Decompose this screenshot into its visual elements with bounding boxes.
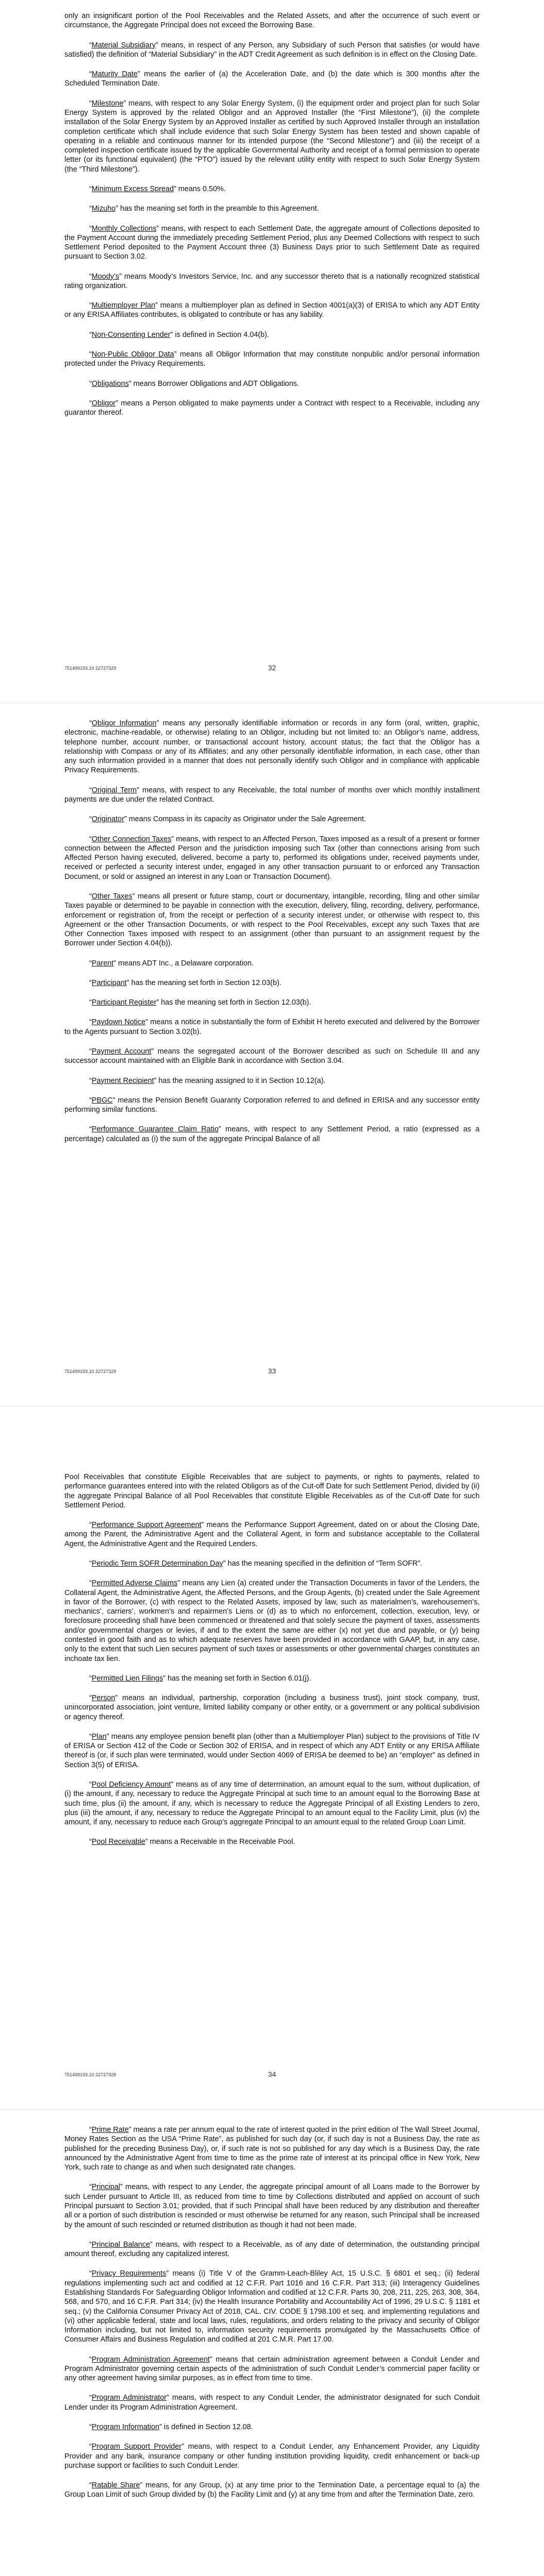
defined-term: Program Information (91, 2423, 159, 2432)
definition-paragraph: “Maturity Date” means the earlier of (a) the Acceleration Date, and (b) the date which is 300 months after the Scheduled Termination Date. (64, 70, 480, 88)
defined-term: Participant Register (91, 998, 157, 1007)
definition-text: ” means the Pension Benefit Guaranty Corporation referred to and defined in ERISA and any successor entity performing similar functions. (64, 1096, 480, 1114)
definition-paragraph: “Program Administrator” means, with respect to any Conduit Lender, the administrator designated for such Conduit Lender under its Program Administration Agreement. (64, 2394, 480, 2412)
definition-text: ” means Compass in its capacity as Originator under the Sale Agreement. (124, 815, 366, 824)
definition-paragraph: “Performance Support Agreement” means the Performance Support Agreement, dated on or about the Closing Date, among the Parent, the Administrative Agent and the Collateral Agent, in form and substance acceptable to the Collateral Agent, the Administrative Agent and the Required Lenders. (64, 1521, 480, 1548)
page-number: 32 (268, 664, 276, 672)
definition-paragraph: “Paydown Notice” means a notice in substantially the form of Exhibit H hereto executed and delivered by the Borrower to the Agents pursuant to Section 3.02(b). (64, 1018, 480, 1036)
defined-term: Milestone (91, 99, 124, 108)
defined-term: Prime Rate (91, 2126, 129, 2134)
definition-paragraph (64, 1472, 480, 1510)
defined-term: Minimum Excess Spread (91, 184, 174, 193)
defined-term: PBGC (91, 1096, 113, 1105)
definition-paragraph: “Minimum Excess Spread” means 0.50%. (89, 184, 226, 193)
definition-paragraph: “Obligor” means a Person obligated to make payments under a Contract with respect to a Receivable, including any guarantor thereof. (64, 399, 480, 417)
definition-paragraph: “Parent” means ADT Inc., a Delaware corporation. (89, 959, 254, 968)
definition-paragraph: “Payment Account” means the segregated account of the Borrower described as such on Schedule III and any successor account maintained with an Eligible Bank in accordance with Section 3.04. (64, 1047, 480, 1065)
definition-text: ” means a Person obligated to make payments under a Contract with respect to a Receivable, including any guarantor thereof. (64, 399, 480, 417)
definition-text: ” means Borrower Obligations and ADT Obligations. (128, 379, 299, 388)
defined-term: Participant (91, 978, 127, 987)
defined-term: Other Taxes (91, 892, 133, 901)
page-footer (64, 664, 480, 674)
defined-term: Mizuho (91, 205, 116, 213)
page-number: 33 (268, 1367, 276, 1375)
definition-paragraph: “Material Subsidiary” means, in respect of any Person, any Subsidiary of such Person that satisfies (or would have satisfied) the definition of “Material Subsidiary” in the ADT Credit Agreement as such definition is in effect on the Closing Date. (64, 41, 480, 59)
defined-term: Permitted Lien Filings (91, 1674, 163, 1683)
defined-term: Paydown Notice (91, 1018, 146, 1027)
page-number: 34 (268, 2070, 276, 2078)
definition-paragraph: “PBGC” means the Pension Benefit Guaranty Corporation referred to and defined in ERISA and any successor entity performing similar functions. (64, 1096, 480, 1114)
definition-text: ” means ADT Inc., a Delaware corporation. (113, 959, 254, 968)
definition-text: ” has the meaning set forth in Section 6.01(j). (163, 1674, 311, 1683)
definition-paragraph: “Program Information” is defined in Section 12.08. (89, 2423, 253, 2432)
definition-text: ” means, with respect to a Conduit Lender, any Enhancement Provider, any Liquidity Provider and any bank, insurance company or other funding institution providing liquidity, credit enhancement or back-up purchase support or facilities to such Conduit Lender. (64, 2443, 480, 2470)
defined-term: Principal Balance (91, 2240, 150, 2249)
definition-paragraph: “Obligations” means Borrower Obligations and ADT Obligations. (89, 379, 299, 388)
definition-text: ” means, with respect to any Receivable, the total number of months over which monthly installment payments are due under the related Contract. (64, 786, 480, 804)
defined-term: Performance Guarantee Claim Ratio (91, 1125, 219, 1134)
defined-term: Original Term (91, 786, 137, 794)
definition-paragraph: “Moody’s” means Moody’s Investors Service, Inc. and any successor thereto that is a nationally recognized statistical rating organization. (64, 272, 480, 290)
definition-text: ” is defined in Section 4.04(b). (170, 330, 269, 339)
defined-term: Periodic Term SOFR Determination Day (91, 1559, 223, 1568)
definition-text: ” means that certain administration agreement between a Conduit Lender and Program Administrator governing certain aspects of the administration of such Conduit Lender’s commercial paper facility or any other agreement having similar purposes, as in effect from time to time. (64, 2355, 480, 2383)
defined-term: Maturity Date (91, 70, 138, 79)
definition-paragraph: “Other Connection Taxes” means, with respect to an Affected Person, Taxes imposed as a result of a present or former connection between the Affected Person and the jurisdiction imposing such Tax (other than connections arising from such Affected Person having executed, delivered, become a party to, performed its obligations under, received payments under, received or perfected a security interest under, engaged in any other transaction pursuant to or enforced any Transaction Document, or sold or assigned an interest in any Loan or Transaction Document). (64, 835, 480, 881)
defined-term: Payment Account (91, 1047, 152, 1056)
definition-text: ” means the segregated account of the Borrower described as such on Schedule III and any successor account maintained with an Eligible Bank in accordance with Section 3.04. (64, 1047, 480, 1065)
defined-term: Plan (91, 1732, 107, 1741)
document-page (0, 703, 544, 1406)
defined-term: Permitted Adverse Claims (91, 1579, 178, 1588)
definition-paragraph: “Monthly Collections” means, with respect to each Settlement Date, the aggregate amount of Collections deposited to the Payment Account during the immediately preceding Settlement Period, plus any Deemed Collections with respect to such Settlement Period deposited to the Payment Account three (3) Business Days prior to such Settlement Date as required pursuant to Section 3.02. (64, 224, 480, 261)
definition-paragraph: “Person” means an individual, partnership, corporation (including a business trust), joint stock company, trust, unincorporated association, joint venture, limited liability company or other entity, or a government or any political subdivision or agency thereof. (64, 1694, 480, 1721)
defined-term: Principal (91, 2183, 120, 2192)
definition-text: ” means 0.50%. (173, 184, 226, 193)
defined-term: Monthly Collections (91, 224, 157, 233)
document-page (0, 2110, 544, 2576)
definition-text: ” means any employee pension benefit plan (other than a Multiemployer Plan) subject to the provisions of Title IV of ERISA or Section 412 of the Code or Section 302 of ERISA, and in respect of which any ADT Entity or any ERISA Affiliate thereof is (or, if such plan were terminated, would under Section 4069 of ERISA be deemed to be) an “employer” as defined in Section 3(5) of ERISA. (64, 1732, 480, 1769)
defined-term: Non-Public Obligor Data (91, 350, 174, 359)
defined-term: Non-Consenting Lender (91, 330, 171, 339)
definition-text: ” has the meaning set forth in Section 12.03(b). (126, 978, 282, 987)
defined-term: Multiemployer Plan (91, 301, 156, 310)
definition-text: ” means, with respect to any Conduit Lender, the administrator designated for such Conduit Lender under its Program Administration Agreement. (64, 2394, 480, 2412)
definition-paragraph (64, 11, 480, 30)
definition-paragraph: “Pool Deficiency Amount” means as of any time of determination, an amount equal to the sum, without duplication, of (i) the amount, if any, necessary to reduce the Aggregate Principal at such time to an amount equal to the Borrowing Base at such time, plus (ii) the amount, if any, which is necessary to reduce the Aggregate Principal of all Existing Lenders to zero, plus (iii) the amount, if any, necessary to reduce the Aggregate Principal to an amount equal to the Facility Limit, plus (iv) the amount, if any, necessary to reduce each Group’s aggregate Principal to an amount equal to the related Group Loan Limit. (64, 1781, 480, 1827)
defined-term: Program Administrator (91, 2394, 167, 2402)
defined-term: Ratable Share (91, 2481, 140, 2490)
definition-paragraph: “Permitted Lien Filings” has the meaning set forth in Section 6.01(j). (89, 1674, 311, 1683)
defined-term: Pool Receivable (91, 1838, 145, 1846)
document-page (0, 0, 544, 703)
definition-paragraph: “Participant” has the meaning set forth in Section 12.03(b). (89, 978, 282, 987)
definition-paragraph: “Original Term” means, with respect to any Receivable, the total number of months over which monthly installment payments are due under the related Contract. (64, 786, 480, 804)
definition-paragraph: “Privacy Requirements” means (i) Title V of the Gramm-Leach-Bliley Act, 15 U.S.C. § 6801 et seq.; (ii) federal regulations implementing such act and codified at 12 C.F.R. Part 1016 and 16 C.F.R. Part 313; (iii) Interagency Guidelines Establishing Standards For Safeguarding Obligor Information and codified at 12 C.F.R. Parts 30, 208, 211, 225, 263, 308, 364, 568, and 570, and 16 C.F.R. Part 314; (iv) the Health Insurance Portability and Accountability Act of 1996, 29 U.S.C. § 1181 et seq.; (v) the California Consumer Privacy Act of 2018, CAL. CIV. CODE § 1798.100 et seq. and implementing regulations and (vi) other applicable federal, state and local laws, rules, regulations, and orders relating to the privacy and security of Obligor Information including, but not limited to, information security requirements promulgated by the Massachusetts Office of Consumer Affairs and Business Regulation and codified at 201 C.M.R. Part 17.00. (64, 2269, 480, 2344)
definition-paragraph: “Payment Recipient” has the meaning assigned to it in Section 10.12(a). (89, 1076, 326, 1085)
definition-text: ” means the earlier of (a) the Acceleration Date, and (b) the date which is 300 months after the Scheduled Termination Date. (64, 70, 480, 88)
defined-term: Obligor Information (91, 719, 157, 727)
defined-term: Obligor (91, 399, 116, 408)
definition-paragraph: “Non-Consenting Lender” is defined in Section 4.04(b). (89, 330, 269, 339)
definition-text: ” means any personally identifiable information or records in any form (oral, written, graphic, electronic, machine-readable, or otherwise) relating to an Obligor, including but not limited to: an Obligor’s name, address, telephone number, account number, or transactional account history, account status; the fact that the Obligor has a relationship with Compass or any of its Affiliates; and any other personally identifiable information, in each case, other than any such information provided in a manner that does not personally identify such Obligor and in compliance with applicable Privacy Requirements. (64, 719, 480, 775)
document-id: 751499193.10 22727329 (64, 1369, 117, 1374)
definition-text: ” means a Receivable in the Receivable Pool. (145, 1838, 295, 1846)
definition-paragraph: “Prime Rate” means a rate per annum equal to the rate of interest quoted in the print edition of The Wall Street Journal, Money Rates Section as the USA “Prime Rate”, as published for such day (or, if such day is not a Business Day, the rate as published for the preceding Business Day), or, if such rate is not so published for any day which is a Business Day, the rate announced by the Administrative Agent from time to time as the prime rate of interest at its principal office in New York, New York, such rate to change as and when such designated rate changes. (64, 2126, 480, 2172)
definition-paragraph: “Permitted Adverse Claims” means any Lien (a) created under the Transaction Documents in favor of the Lenders, the Collateral Agent, the Administrative Agent, the Affected Persons, and the Group Agents, (b) created under the Sale Agreement in favor of the Borrower, (c) with respect to the Related Assets, imposed by law, such as materialmen’s, warehousemen’s, mechanics’, carriers’, workmen’s and repairmen’s Liens or (d) as to which no enforcement, collection, execution, levy, or foreclosure proceeding shall have been commenced or threatened and that solely secure the payment of taxes, assessments and/or governmental charges or levies, if and to the extent the same are either (x) not yet due and payable, or (y) being contested in good faith and as to which adequate reserves have been provided in accordance with GAAP, but, in any case, only to the extent that such Lien secures payment of such taxes or assessments or other governmental charges constitutes an inchoate tax lien. (64, 1579, 480, 1663)
definition-text: ” means any Lien (a) created under the Transaction Documents in favor of the Lenders, the Collateral Agent, the Administrative Agent, the Affected Persons, and the Group Agents, (b) created under the Sale Agreement in favor of the Borrower, (c) with respect to the Related Assets, imposed by law, such as materialmen’s, warehousemen’s, mechanics’, carriers’, workmen’s and repairmen’s Liens or (d) as to which no enforcement, collection, execution, levy, or foreclosure proceeding shall have been commenced or threatened and that solely secure the payment of taxes, assessments and/or governmental charges or levies, if and to the extent the same are either (x) not yet due and payable, or (y) being contested in good faith and as to which adequate reserves have been provided in accordance with GAAP, but, in any case, only to the extent that such Lien secures payment of such taxes or assessments or other governmental charges constitutes an inchoate tax lien. (64, 1579, 480, 1663)
definition-text: ” means all Obligor Information that may constitute nonpublic and/or personal information protected under the Privacy Requirements. (64, 350, 480, 368)
defined-term: Obligations (91, 379, 129, 388)
definition-paragraph: “Performance Guarantee Claim Ratio” means, with respect to any Settlement Period, a ratio (expressed as a percentage) calculated as (i) the sum of the aggregate Principal Balance of all (64, 1125, 480, 1143)
definition-text: ” means, with respect to each Settlement Date, the aggregate amount of Collections deposited to the Payment Account during the immediately preceding Settlement Period, plus any Deemed Collections with respect to such Settlement Period deposited to the Payment Account three (3) Business Days prior to such Settlement Date as required pursuant to Section 3.02. (64, 224, 480, 261)
definition-paragraph: “Participant Register” has the meaning set forth in Section 12.03(b). (89, 998, 311, 1007)
definition-text: ” is defined in Section 12.08. (159, 2423, 253, 2432)
definition-paragraph: “Other Taxes” means all present or future stamp, court or documentary, intangible, recording, filing and other similar Taxes payable or determined to be payable in connection with the execution, delivery, filing, recording, delivery, performance, enforcement or registration of, from the receipt or perfection of a security interest under, or otherwise with respect to, this Agreement or the other Transaction Documents, or with respect to the Pool Receivables, except any such Taxes that are Other Connection Taxes imposed with respect to an assignment (other than pursuant to an assignment request by the Borrower under Section 4.04(b)). (64, 892, 480, 948)
definition-text: ” has the meaning specified in the definition of “Term SOFR”. (223, 1559, 422, 1568)
defined-term: Pool Deficiency Amount (91, 1781, 171, 1789)
defined-term: Person (91, 1694, 116, 1703)
definition-text: ” has the meaning assigned to it in Section 10.12(a). (154, 1076, 326, 1085)
defined-term: Parent (91, 959, 114, 968)
document-id: 751499193.10 22727329 (64, 2072, 117, 2077)
definition-text: ” means a multiemployer plan as defined in Section 4001(a)(3) of ERISA to which any ADT Entity or any ERISA Affiliates contributes, is obligated to contribute or has any liability. (64, 301, 480, 319)
definition-text: ” means all present or future stamp, court or documentary, intangible, recording, filing and other similar Taxes payable or determined to be payable in connection with the execution, delivery, filing, recording, delivery, performance, enforcement or registration of, from the receipt or perfection of a security interest under, or otherwise with respect to, this Agreement or the other Transaction Documents, or with respect to the Pool Receivables, except any such Taxes that are Other Connection Taxes imposed with respect to an assignment (other than pursuant to an assignment request by the Borrower under Section 4.04(b)). (64, 892, 480, 948)
definition-text: ” means, for any Group, (x) at any time prior to the Termination Date, a percentage equal to (a) the Group Loan Limit of such Group divided by (b) the Facility Limit and (y) at any time from and after the Termination Date, zero. (64, 2481, 480, 2499)
definition-text: ” means the Performance Support Agreement, dated on or about the Closing Date, among the Parent, the Administrative Agent and the Collateral Agent, in form and substance acceptable to the Collateral Agent, the Administrative Agent and the Required Lenders. (64, 1521, 480, 1548)
definition-text: ” means a notice in substantially the form of Exhibit H hereto executed and delivered by the Borrower to the Agents pursuant to Section 3.02(b). (64, 1018, 480, 1036)
defined-term: Originator (91, 815, 124, 824)
defined-term: Other Connection Taxes (91, 835, 172, 843)
defined-term: Performance Support Agreement (91, 1521, 202, 1530)
definition-text: ” means, with respect to any Solar Energy System, (i) the equipment order and project plan for such Solar Energy System is approved by the related Obligor and an Approved Installer (the “First Milestone”), (ii) the complete installation of the Solar Energy System by an Approved Installer as certified by such Approved Installer through an installation completion certificate which shall include evidence that such Solar Energy System has been tested and shown capable of operating in a reliable and continuous manner for its intended purpose (the “Second Milestone”) and (iii) the receipt of a completed inspection certificate issued by the applicable Governmental Authority and receipt of a formal permission to operate letter (or its functional equivalent) (the “PTO”) issued by the relevant utility entity with respect to such Solar Energy System (the “Third Milestone”). (64, 99, 480, 174)
definition-paragraph: “Program Support Provider” means, with respect to a Conduit Lender, any Enhancement Provider, any Liquidity Provider and any bank, insurance company or other funding institution providing liquidity, credit enhancement or back-up purchase support or facilities to such Conduit Lender. (64, 2443, 480, 2470)
definition-paragraph: “Obligor Information” means any personally identifiable information or records in any form (oral, written, graphic, electronic, machine-readable, or otherwise) relating to an Obligor, including but not limited to: an Obligor’s name, address, telephone number, account number, or transactional account history, account status; the fact that the Obligor has a relationship with Compass or any of its Affiliates; and any other personally identifiable information, in each case, other than any such information provided in a manner that does not personally identify such Obligor and in compliance with applicable Privacy Requirements. (64, 719, 480, 775)
definition-paragraph: “Program Administration Agreement” means that certain administration agreement between a Conduit Lender and Program Administrator governing certain aspects of the administration of such Conduit Lender’s commercial paper facility or any other agreement having similar purposes, as in effect from time to time. (64, 2355, 480, 2383)
defined-term: Payment Recipient (91, 1076, 154, 1085)
page-footer (64, 1367, 480, 1377)
definition-paragraph: “Milestone” means, with respect to any Solar Energy System, (i) the equipment order and project plan for such Solar Energy System is approved by the related Obligor and an Approved Installer (the “First Milestone”), (ii) the complete installation of the Solar Energy System by an Approved Installer as certified by such Approved Installer through an installation completion certificate which shall include evidence that such Solar Energy System has been tested and shown capable of operating in a reliable and continuous manner for its intended purpose (the “Second Milestone”) and (iii) the receipt of a completed inspection certificate issued by the applicable Governmental Authority and receipt of a formal permission to operate letter (or its functional equivalent) (the “PTO”) issued by the relevant utility entity with respect to such Solar Energy System (the “Third Milestone”). (64, 99, 480, 174)
definition-text: ” means a rate per annum equal to the rate of interest quoted in the print edition of The Wall Street Journal, Money Rates Section as the USA “Prime Rate”, as published for such day (or, if such day is not a Business Day, the rate as published for the preceding Business Day), or, if such rate is not so published for any day which is a Business Day, the rate announced by the Administrative Agent from time to time as the prime rate of interest at its principal office in New York, New York, such rate to change as and when such designated rate changes. (64, 2126, 480, 2172)
defined-term: Privacy Requirements (91, 2269, 167, 2278)
definition-paragraph: “Principal” means, with respect to any Lender, the aggregate principal amount of all Loans made to the Borrower by such Lender pursuant to Article III, as reduced from time to time by Collections distributed and applied on account of such Principal pursuant to Section 3.01; provided, that if such Principal shall have been reduced by any distribution and thereafter all or a portion of such distribution is rescinded or must otherwise be returned for any reason, such Principal shall be increased by the amount of such rescinded or returned distribution as though it had not been made. (64, 2183, 480, 2229)
definition-text: ” has the meaning set forth in Section 12.03(b). (156, 998, 311, 1007)
defined-term: Material Subsidiary (91, 41, 156, 49)
definition-text: ” means Moody’s Investors Service, Inc. and any successor thereto that is a nationally recognized statistical rating organization. (64, 272, 480, 290)
definition-text: ” means, with respect to an Affected Person, Taxes imposed as a result of a present or former connection between the Affected Person and the jurisdiction imposing such Tax (other than connections arising from such Affected Person having executed, delivered, become a party to, performed its obligations under, received payments under, received or perfected a security interest under, engaged in any other transaction pursuant to or enforced any Transaction Document, or sold or assigned an interest in any Loan or Transaction Document). (64, 835, 480, 881)
definition-text: ” means (i) Title V of the Gramm-Leach-Bliley Act, 15 U.S.C. § 6801 et seq.; (ii) federal regulations implementing such act and codified at 12 C.F.R. Part 1016 and 16 C.F.R. Part 313; (iii) Interagency Guidelines Establishing Standards For Safeguarding Obligor Information and codified at 12 C.F.R. Parts 30, 208, 211, 225, 263, 308, 364, 568, and 570, and 16 C.F.R. Part 314; (iv) the Health Insurance Portability and Accountability Act of 1996, 29 U.S.C. § 1181 et seq.; (v) the California Consumer Privacy Act of 2018, CAL. CIV. CODE § 1798.100 et seq. and implementing regulations and (vi) other applicable federal, state and local laws, rules, regulations, and orders relating to the privacy and security of Obligor Information including, but not limited to, information security requirements promulgated by the Massachusetts Office of Consumer Affairs and Business Regulation and codified at 201 C.M.R. Part 17.00. (64, 2269, 480, 2344)
definition-text: Pool Receivables that constitute Eligible Receivables that are subject to payments, or rights to payments, related to performance guarantees entered into with the related Obligors as of the Cut-off Date for such Settlement Period, divided by (ii) the aggregate Principal Balance of all Pool Receivables that constitute Eligible Receivables as of the Cut-off Date for such Settlement Period. (64, 1473, 480, 1510)
definition-paragraph: “Multiemployer Plan” means a multiemployer plan as defined in Section 4001(a)(3) of ERISA to which any ADT Entity or any ERISA Affiliates contributes, is obligated to contribute or has any liability. (64, 301, 480, 319)
definition-text: ” means as of any time of determination, an amount equal to the sum, without duplication, of (i) the amount, if any, necessary to reduce the Aggregate Principal at such time to an amount equal to the Borrowing Base at such time, plus (ii) the amount, if any, which is necessary to reduce the Aggregate Principal of all Existing Lenders to zero, plus (iii) the amount, if any, necessary to reduce the Aggregate Principal to an amount equal to the Facility Limit, plus (iv) the amount, if any, necessary to reduce each Group’s aggregate Principal to an amount equal to the related Group Loan Limit. (64, 1781, 480, 1827)
defined-term: Moody’s (91, 272, 120, 281)
definition-paragraph: “Non-Public Obligor Data” means all Obligor Information that may constitute nonpublic and/or personal information protected under the Privacy Requirements. (64, 350, 480, 368)
document-page (0, 1406, 544, 2110)
definition-text: ” has the meaning set forth in the preamble to this Agreement. (116, 205, 319, 213)
definition-text: ” means, with respect to any Lender, the aggregate principal amount of all Loans made to the Borrower by such Lender pursuant to Article III, as reduced from time to time by Collections distributed and applied on account of such Principal pursuant to Section 3.01; provided, that if such Principal shall have been reduced by any distribution and thereafter all or a portion of such distribution is rescinded or must otherwise be returned for any reason, such Principal shall be increased by the amount of such rescinded or returned distribution as though it had not been made. (64, 2183, 480, 2229)
definition-paragraph: “Principal Balance” means, with respect to a Receivable, as of any date of determination, the outstanding principal amount thereof, excluding any capitalized interest. (64, 2240, 480, 2259)
definition-paragraph: “Periodic Term SOFR Determination Day” has the meaning specified in the definition of “Term SOFR”. (89, 1559, 422, 1568)
definition-paragraph: “Originator” means Compass in its capacity as Originator under the Sale Agreement. (89, 815, 366, 824)
page-footer (64, 2070, 480, 2080)
definition-text: ” means an individual, partnership, corporation (including a business trust), joint stock company, trust, unincorporated association, joint venture, limited liability company or other entity, or a government or any political subdivision or agency thereof. (64, 1694, 480, 1721)
definition-text: only an insignificant portion of the Pool Receivables and the Related Assets, and after the occurrence of such event or circumstance, the Aggregate Principal does not exceed the Borrowing Base. (64, 12, 480, 30)
definition-paragraph: “Plan” means any employee pension benefit plan (other than a Multiemployer Plan) subject to the provisions of Title IV of ERISA or Section 412 of the Code or Section 302 of ERISA, and in respect of which any ADT Entity or any ERISA Affiliate thereof is (or, if such plan were terminated, would under Section 4069 of ERISA be deemed to be) an “employer” as defined in Section 3(5) of ERISA. (64, 1732, 480, 1769)
definition-text: ” means, with respect to a Receivable, as of any date of determination, the outstanding principal amount thereof, excluding any capitalized interest. (64, 2240, 480, 2259)
defined-term: Program Support Provider (91, 2443, 182, 2451)
defined-term: Program Administration Agreement (91, 2355, 210, 2364)
definition-text: ” means, in respect of any Person, any Subsidiary of such Person that satisfies (or would have satisfied) the definition of “Material Subsidiary” in the ADT Credit Agreement as such definition is in effect on the Closing Date. (64, 41, 480, 59)
definition-paragraph: “Ratable Share” means, for any Group, (x) at any time prior to the Termination Date, a percentage equal to (a) the Group Loan Limit of such Group divided by (b) the Facility Limit and (y) at any time from and after the Termination Date, zero. (64, 2481, 480, 2499)
definition-paragraph: “Pool Receivable” means a Receivable in the Receivable Pool. (89, 1838, 295, 1846)
definition-text: ” means, with respect to any Settlement Period, a ratio (expressed as a percentage) calculated as (i) the sum of the aggregate Principal Balance of all (64, 1125, 480, 1143)
definition-paragraph: “Mizuho” has the meaning set forth in the preamble to this Agreement. (89, 205, 319, 213)
document-id: 751499193.10 22727329 (64, 666, 117, 671)
